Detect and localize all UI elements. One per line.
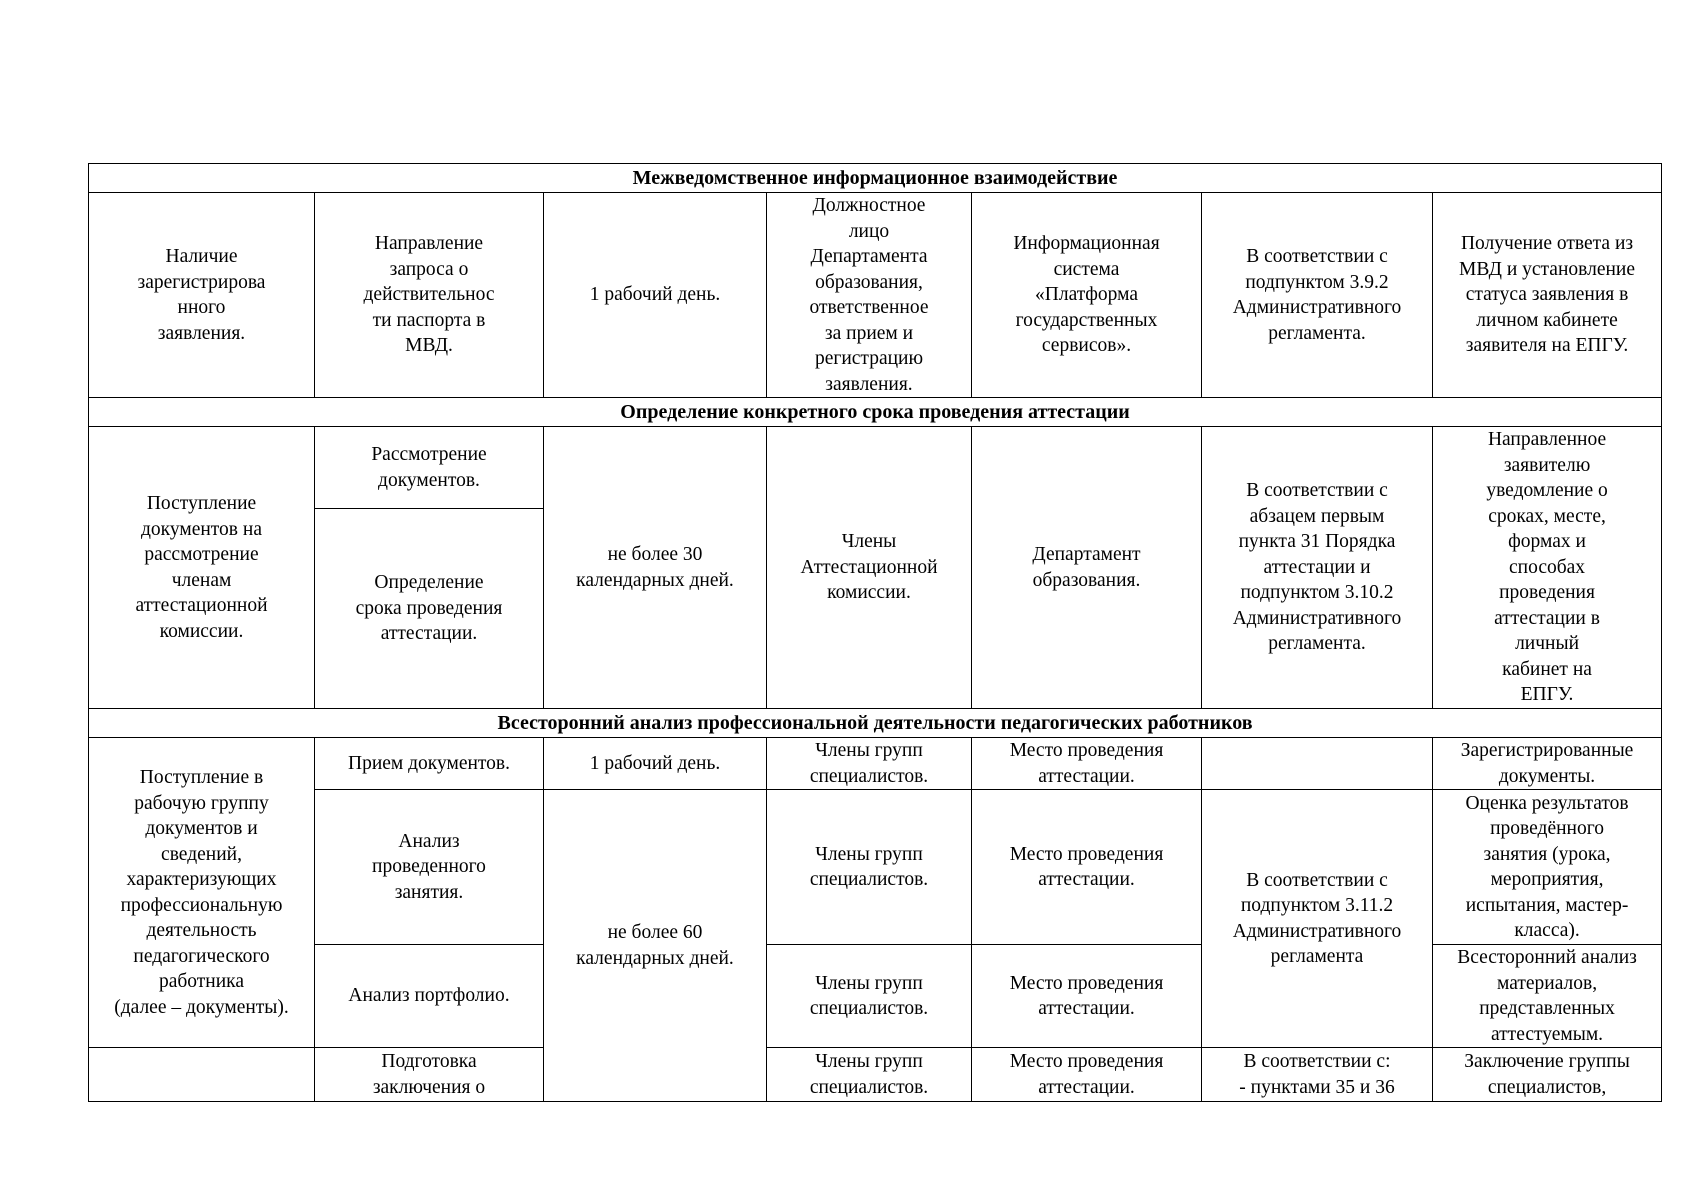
cell-responsible: Должностное лицо Департамента образования, ответственное за прием и регистрацию заявления. — [767, 193, 972, 398]
cell-action: Направление запроса о действительнос ти паспорта в МВД. — [315, 193, 544, 398]
cell-responsible: Члены групп специалистов. — [767, 790, 972, 945]
cell-criteria — [1202, 738, 1433, 790]
section-row-interagency — [89, 164, 1662, 193]
table-row-term-1 — [89, 427, 1662, 509]
section-title-analysis: Всесторонний анализ профессиональной деятельности педагогических работников — [89, 709, 1662, 738]
cell-responsible: Члены групп специалистов. — [767, 945, 972, 1048]
cell-result: Направленное заявителю уведомление о сроках, месте, формах и способах проведения аттестации в личный кабинет на ЕПГУ. — [1433, 427, 1662, 709]
cell-action-portfolio: Анализ портфолио. — [315, 945, 544, 1048]
cell-responsible: Члены групп специалистов. — [767, 1048, 972, 1102]
cell-action-lesson: Анализ проведенного занятия. — [315, 790, 544, 945]
cell-action-define-term: Определение срока проведения аттестации. — [315, 509, 544, 709]
section-row-analysis — [89, 709, 1662, 738]
cell-duration: 1 рабочий день. — [544, 193, 767, 398]
cell-place: Место проведения аттестации. — [972, 790, 1202, 945]
cell-duration: не более 60 календарных дней. — [544, 790, 767, 1102]
cell-place: Место проведения аттестации. — [972, 1048, 1202, 1102]
cell-result: Заключение группы специалистов, — [1433, 1048, 1662, 1102]
cell-basis-continued — [89, 1048, 315, 1102]
cell-result: Зарегистрированные документы. — [1433, 738, 1662, 790]
cell-place: Информационная система «Платформа государственных сервисов». — [972, 193, 1202, 398]
cell-duration: не более 30 календарных дней. — [544, 427, 767, 709]
section-row-term — [89, 398, 1662, 427]
cell-action-receive: Прием документов. — [315, 738, 544, 790]
cell-basis: Поступление в рабочую группу документов и сведений, характеризующих профессиональную деятельность педагогического работника (далее – документы). — [89, 738, 315, 1048]
cell-basis: Поступление документов на рассмотрение членам аттестационной комиссии. — [89, 427, 315, 709]
cell-place: Департамент образования. — [972, 427, 1202, 709]
section-title-interagency: Межведомственное информационное взаимодействие — [89, 164, 1662, 193]
table-row-analysis-1 — [89, 738, 1662, 790]
cell-responsible: Члены групп специалистов. — [767, 738, 972, 790]
table-row-interagency — [89, 193, 1662, 398]
table-row-analysis-4 — [89, 1048, 1662, 1102]
cell-result: Всесторонний анализ материалов, представленных аттестуемым. — [1433, 945, 1662, 1048]
cell-basis: Наличие зарегистрирова нного заявления. — [89, 193, 315, 398]
procedure-table — [88, 163, 1662, 1102]
table-row-analysis-2 — [89, 790, 1662, 945]
cell-criteria: В соответствии с: - пунктами 35 и 36 — [1202, 1048, 1433, 1102]
cell-criteria: В соответствии с подпунктом 3.9.2 Административного регламента. — [1202, 193, 1433, 398]
cell-action-review: Рассмотрение документов. — [315, 427, 544, 509]
cell-duration: 1 рабочий день. — [544, 738, 767, 790]
cell-place: Место проведения аттестации. — [972, 945, 1202, 1048]
cell-criteria: В соответствии с абзацем первым пункта 31 Порядка аттестации и подпунктом 3.10.2 Административного регламента. — [1202, 427, 1433, 709]
cell-place: Место проведения аттестации. — [972, 738, 1202, 790]
section-title-term: Определение конкретного срока проведения аттестации — [89, 398, 1662, 427]
cell-criteria: В соответствии с подпунктом 3.11.2 Административного регламента — [1202, 790, 1433, 1048]
cell-action-conclusion: Подготовка заключения о — [315, 1048, 544, 1102]
cell-responsible: Члены Аттестационной комиссии. — [767, 427, 972, 709]
cell-result: Оценка результатов проведённого занятия (урока, мероприятия, испытания, мастер- класса). — [1433, 790, 1662, 945]
cell-result: Получение ответа из МВД и установление статуса заявления в личном кабинете заявителя на ЕПГУ. — [1433, 193, 1662, 398]
